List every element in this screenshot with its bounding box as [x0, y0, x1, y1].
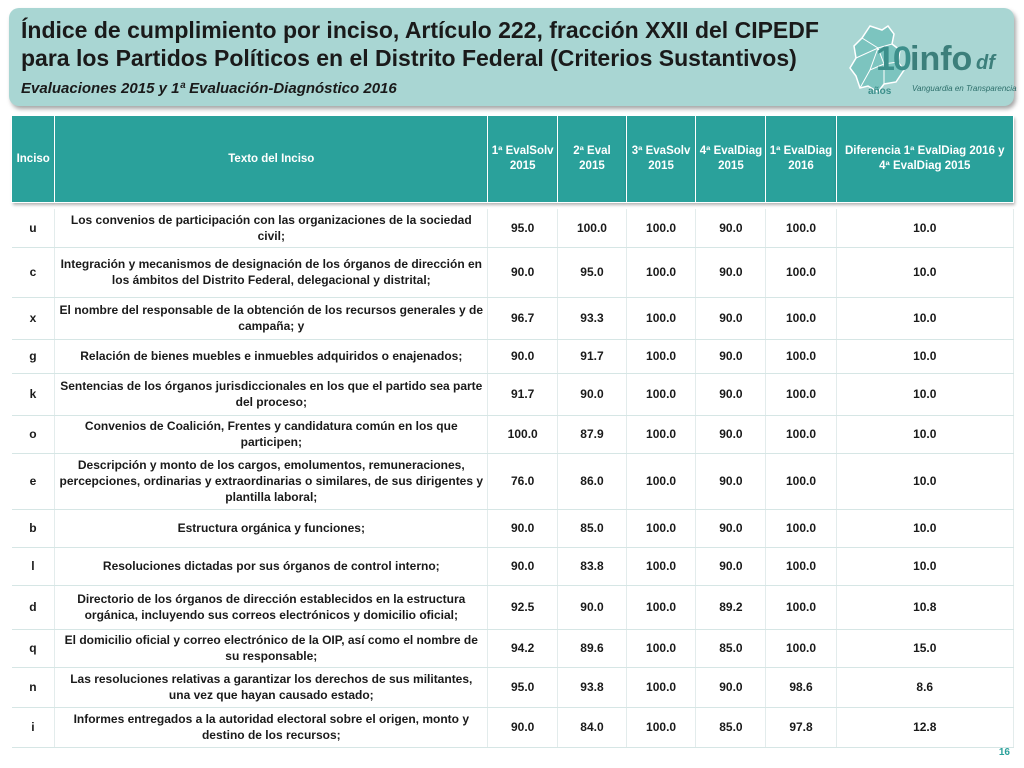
cell-texto: Las resoluciones relativas a garantizar los derechos de sus militantes, una vez que hayan causado estado; [55, 667, 488, 707]
cell-evaldiag-1-2016: 100.0 [766, 247, 836, 297]
cell-texto: Estructura orgánica y funciones; [55, 509, 488, 547]
cell-eval-2-2015: 86.0 [558, 453, 627, 509]
page-title: Índice de cumplimiento por inciso, Artículo 222, fracción XXII del CIPEDF para los Partidos Políticos en el Distrito Federal (Criterios Sustantivos) [21, 17, 819, 71]
cell-diferencia: 10.0 [836, 415, 1013, 453]
cell-evaldiag-1-2016: 100.0 [766, 453, 836, 509]
cell-evaldiag-4-2015: 90.0 [696, 509, 766, 547]
cell-evaldiag-1-2016: 98.6 [766, 667, 836, 707]
cell-eval-2-2015: 100.0 [558, 209, 627, 247]
cell-evasolv-3-2015: 100.0 [626, 415, 696, 453]
cell-evalsolv-1-2015: 95.0 [488, 667, 558, 707]
cell-evaldiag-4-2015: 90.0 [696, 373, 766, 415]
cell-eval-2-2015: 87.9 [558, 415, 627, 453]
cell-eval-2-2015: 95.0 [558, 247, 627, 297]
cell-diferencia: 12.8 [836, 707, 1013, 747]
cell-evaldiag-1-2016: 100.0 [766, 585, 836, 629]
cell-evasolv-3-2015: 100.0 [626, 297, 696, 339]
table-row [12, 629, 1014, 667]
cell-inciso: x [12, 297, 55, 339]
col-header-evaldiag-4-2015: 4ª EvalDiag 2015 [696, 116, 766, 203]
table-row [12, 509, 1014, 547]
cell-evasolv-3-2015: 100.0 [626, 707, 696, 747]
table-row [12, 667, 1014, 707]
logo-tagline: Vanguardia en Transparencia [912, 84, 1017, 93]
cell-evaldiag-4-2015: 90.0 [696, 453, 766, 509]
cell-evasolv-3-2015: 100.0 [626, 547, 696, 585]
cell-evaldiag-1-2016: 97.8 [766, 707, 836, 747]
cell-evalsolv-1-2015: 100.0 [488, 415, 558, 453]
cell-inciso: l [12, 547, 55, 585]
cell-evaldiag-4-2015: 85.0 [696, 707, 766, 747]
cell-evasolv-3-2015: 100.0 [626, 667, 696, 707]
cell-evasolv-3-2015: 100.0 [626, 585, 696, 629]
cell-eval-2-2015: 90.0 [558, 373, 627, 415]
cell-evaldiag-1-2016: 100.0 [766, 629, 836, 667]
cell-texto: Sentencias de los órganos jurisdiccionales en los que el partido sea parte del proceso; [55, 373, 488, 415]
table-row [12, 247, 1014, 297]
table-row [12, 453, 1014, 509]
table-row [12, 585, 1014, 629]
cell-texto: Directorio de los órganos de dirección establecidos en la estructura orgánica, incluyendo sus correos electrónicos y domicilio oficial; [55, 585, 488, 629]
cell-inciso: b [12, 509, 55, 547]
cell-evaldiag-1-2016: 100.0 [766, 297, 836, 339]
cell-evalsolv-1-2015: 90.0 [488, 247, 558, 297]
col-header-evaldiag-1-2016: 1ª EvalDiag 2016 [766, 116, 836, 203]
cell-evalsolv-1-2015: 92.5 [488, 585, 558, 629]
col-header-inciso: Inciso [12, 116, 55, 203]
cell-evalsolv-1-2015: 90.0 [488, 547, 558, 585]
cell-evalsolv-1-2015: 94.2 [488, 629, 558, 667]
logo-word: info [910, 40, 973, 78]
table-row [12, 297, 1014, 339]
cell-texto: Resoluciones dictadas por sus órganos de control interno; [55, 547, 488, 585]
cell-evaldiag-4-2015: 85.0 [696, 629, 766, 667]
cell-eval-2-2015: 85.0 [558, 509, 627, 547]
cell-diferencia: 8.6 [836, 667, 1013, 707]
page-subtitle: Evaluaciones 2015 y 1ª Evaluación-Diagnóstico 2016 [21, 80, 397, 97]
table-row [12, 547, 1014, 585]
cell-evalsolv-1-2015: 90.0 [488, 707, 558, 747]
cell-inciso: k [12, 373, 55, 415]
cell-inciso: n [12, 667, 55, 707]
cell-evaldiag-1-2016: 100.0 [766, 415, 836, 453]
cell-texto: Relación de bienes muebles e inmuebles adquiridos o enajenados; [55, 339, 488, 373]
cell-inciso: o [12, 415, 55, 453]
cell-evasolv-3-2015: 100.0 [626, 453, 696, 509]
logo-number: 10 [876, 40, 910, 78]
cell-evasolv-3-2015: 100.0 [626, 629, 696, 667]
cell-inciso: g [12, 339, 55, 373]
cell-texto: El nombre del responsable de la obtención de los recursos generales y de campaña; y [55, 297, 488, 339]
cell-texto: El domicilio oficial y correo electrónico de la OIP, así como el nombre de su responsable; [55, 629, 488, 667]
cell-diferencia: 10.0 [836, 509, 1013, 547]
cell-inciso: i [12, 707, 55, 747]
col-header-texto: Texto del Inciso [55, 116, 488, 203]
cell-evaldiag-4-2015: 90.0 [696, 667, 766, 707]
cell-evalsolv-1-2015: 76.0 [488, 453, 558, 509]
logo-suffix: df [976, 52, 995, 74]
cell-evaldiag-4-2015: 90.0 [696, 415, 766, 453]
compliance-table [11, 115, 1014, 748]
cell-texto: Convenios de Coalición, Frentes y candidatura común en los que participen; [55, 415, 488, 453]
cell-evasolv-3-2015: 100.0 [626, 209, 696, 247]
col-header-evasolv-3-2015: 3ª EvaSolv 2015 [626, 116, 696, 203]
cell-evalsolv-1-2015: 91.7 [488, 373, 558, 415]
table-row [12, 209, 1014, 247]
cell-diferencia: 10.0 [836, 547, 1013, 585]
cell-eval-2-2015: 89.6 [558, 629, 627, 667]
cell-evalsolv-1-2015: 90.0 [488, 339, 558, 373]
cell-eval-2-2015: 93.8 [558, 667, 627, 707]
table-header-row [12, 116, 1014, 203]
logo-years: años [868, 86, 892, 97]
cell-evasolv-3-2015: 100.0 [626, 509, 696, 547]
cell-eval-2-2015: 84.0 [558, 707, 627, 747]
cell-texto: Integración y mecanismos de designación de los órganos de dirección en los ámbitos del Distrito Federal, delegacional y distrital; [55, 247, 488, 297]
table-row [12, 415, 1014, 453]
cell-evalsolv-1-2015: 90.0 [488, 509, 558, 547]
cell-evaldiag-4-2015: 90.0 [696, 339, 766, 373]
cell-evaldiag-4-2015: 90.0 [696, 297, 766, 339]
cell-diferencia: 10.0 [836, 209, 1013, 247]
cell-eval-2-2015: 91.7 [558, 339, 627, 373]
cell-evalsolv-1-2015: 96.7 [488, 297, 558, 339]
cell-evaldiag-1-2016: 100.0 [766, 509, 836, 547]
cell-inciso: e [12, 453, 55, 509]
table-row [12, 339, 1014, 373]
cell-evaldiag-4-2015: 90.0 [696, 547, 766, 585]
col-header-diferencia: Diferencia 1ª EvalDiag 2016 y 4ª EvalDiag 2015 [836, 116, 1013, 203]
cell-texto: Descripción y monto de los cargos, emolumentos, remuneraciones, percepciones, ordinarias y extraordinarias o similares, de sus dirigentes y plantilla laboral; [55, 453, 488, 509]
cell-diferencia: 10.0 [836, 373, 1013, 415]
cell-inciso: c [12, 247, 55, 297]
cell-evasolv-3-2015: 100.0 [626, 247, 696, 297]
cell-evasolv-3-2015: 100.0 [626, 339, 696, 373]
cell-evaldiag-1-2016: 100.0 [766, 373, 836, 415]
cell-inciso: q [12, 629, 55, 667]
cell-diferencia: 15.0 [836, 629, 1013, 667]
cell-diferencia: 10.0 [836, 453, 1013, 509]
cell-diferencia: 10.8 [836, 585, 1013, 629]
cell-inciso: u [12, 209, 55, 247]
cell-evaldiag-1-2016: 100.0 [766, 339, 836, 373]
cell-evaldiag-1-2016: 100.0 [766, 547, 836, 585]
cell-texto: Los convenios de participación con las organizaciones de la sociedad civil; [55, 209, 488, 247]
cell-diferencia: 10.0 [836, 297, 1013, 339]
cell-diferencia: 10.0 [836, 339, 1013, 373]
cell-evalsolv-1-2015: 95.0 [488, 209, 558, 247]
header-banner [9, 8, 1017, 106]
infodf-logo [848, 20, 1017, 104]
cell-evasolv-3-2015: 100.0 [626, 373, 696, 415]
cell-eval-2-2015: 93.3 [558, 297, 627, 339]
cell-texto: Informes entregados a la autoridad electoral sobre el origen, monto y destino de los recursos; [55, 707, 488, 747]
cell-evaldiag-4-2015: 89.2 [696, 585, 766, 629]
cell-diferencia: 10.0 [836, 247, 1013, 297]
cell-inciso: d [12, 585, 55, 629]
col-header-evalsolv-1-2015: 1ª EvalSolv 2015 [488, 116, 558, 203]
cell-evaldiag-4-2015: 90.0 [696, 247, 766, 297]
cell-eval-2-2015: 90.0 [558, 585, 627, 629]
cell-eval-2-2015: 83.8 [558, 547, 627, 585]
cell-evaldiag-4-2015: 90.0 [696, 209, 766, 247]
table-row [12, 373, 1014, 415]
cell-evaldiag-1-2016: 100.0 [766, 209, 836, 247]
table-row [12, 707, 1014, 747]
col-header-eval-2-2015: 2ª Eval 2015 [558, 116, 627, 203]
page-number: 16 [998, 747, 1010, 758]
